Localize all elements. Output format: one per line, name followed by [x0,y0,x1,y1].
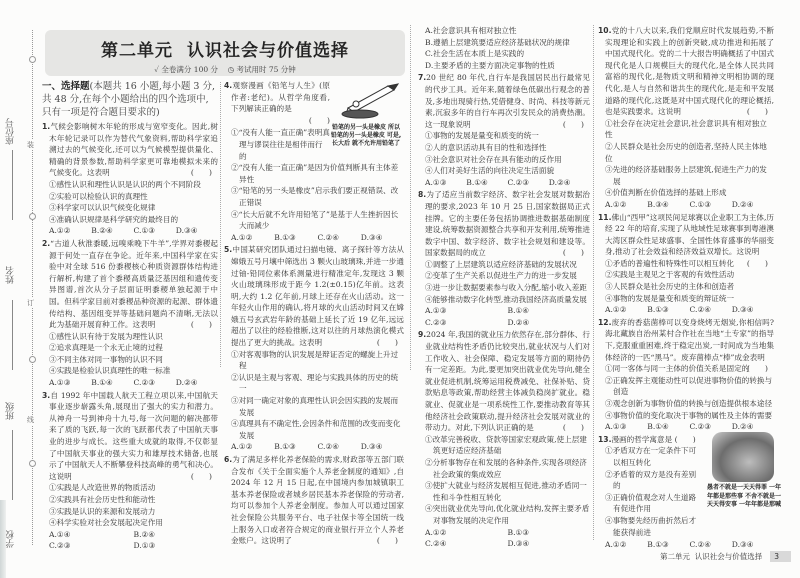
statement: ③不同主体对同一事物的认识不同 [49,354,163,364]
statement: ③使扩大就业与经济发展相互促进,推动矛盾同一性和斗争性相互转化 [425,481,587,502]
cut-circle-icon [29,56,36,63]
choice-c[interactable]: C.②③ [425,317,447,327]
choice-d[interactable]: D.②④ [175,378,198,388]
choice-b[interactable]: B.②④ [133,529,156,539]
section-instructions: (本题共 16 小题,每小题 3 分,共 48 分,在每个小题给出的四个选项中,只有一项是符合题目要求的) [42,81,215,118]
choice-row [418,177,590,189]
statement: ②实践是主观见之于客观的有效性活动 [605,270,735,280]
choice-d[interactable]: D.②④ [507,317,530,327]
question-stem: 观察漫画《铅笔与人生》(原作者:老纪)。从哲学角度看,下列解读正确的是 [231,81,330,114]
school-label: 学校 [6,530,16,548]
name-field[interactable] [12,300,13,370]
answer-blank[interactable]: ( ) [674,434,696,444]
seat-number-field[interactable] [12,150,13,220]
choice-d[interactable]: D.③④ [360,442,383,452]
choice-row [42,225,218,237]
exam-info [45,64,405,75]
sleeping-figure-cartoon [712,432,774,482]
statement: ②追求真理是一个永无止境的过程 [49,343,163,353]
question-9: 9.2024 年,我国的就业压力依然存在,部分群体、行业就业结构性矛盾仍比较突出,就业状况与人们对工作收入、社会保障、稳定发展等方面的期待仍有一定差距。为此,要更加突出就业优先导向,健全就业促进机制,统筹运用税费减免、社保补贴、贷款贴息等政策,帮助经营主体减负稳岗扩就业。稳就业、促就业是一项系统性工作,要推动教育等其他经济社会政策联动,提升经济社会发展对就业的带动力。对此,下列认识正确的是 ( ) ①改革完善税收、贷款等国家宏观政策,使上层建筑更好适应经济基础 ②分析事物存在和发展的各种条件,实现各项经济社会政策的集成效应 ③使扩大就业与经济发展相互促进,推动矛盾同一性和斗争性相互转化 ④突出就业优先导向,优化就业结构,发挥主要矛盾对事物发展的决定作用 A.①② B.①③ C.②④ D.③④ [418,330,590,549]
choice-row [598,304,774,316]
cut-char: 线 [27,416,34,424]
choice-row [598,539,774,551]
choice-b[interactable]: B.①④ [507,306,530,316]
choice-b[interactable]: B.①③ [274,442,296,452]
choice-grid [418,527,590,550]
choice-c[interactable]: C.①③ [689,199,712,209]
statement: ③“铅笔的另一头是橡皮”启示我们要正视错误、改正错误 [231,186,399,207]
statement: ④“长大后就不允许用铅笔了”是基于人生挫折因长大而减少 [231,209,399,231]
statement: ②实践具有社会历史性和能动性 [49,495,156,504]
choice-b[interactable]: B.①④ [647,422,669,432]
choice-c[interactable]: C.②③ [49,541,71,551]
choice-b[interactable]: B.①③ [274,232,296,242]
statement: ③观念创新为事物价值的转换与创造提供根本途径 [605,399,773,408]
question-12: 12.废弃的香菇菌棒可以变身烧烤无烟炭,你相信吗?海北藏族自治州某村合作社在当地“土专家”的指导下,克服重重困难,终于稳定出炭,一时间成为当地集体经济的一匹“黑马”。废弃菌棒点“棒”成金表明 ( ) ①同一客体与同一主体的价值关系是固定的 ②正确发挥主观能动性可以促进事物价值的转换与创造 ③观念创新为事物价值的转换与创造提供根本途径 ④事物价值的变化取决于事物的属性及主体的需要 A.①③ B.①④ C.②③ D.②④ [598,317,774,432]
question-stem: 气候会影响树木年轮的形成与宽窄变化。因此,树木年轮记录可以作为替代气象资料,帮助科学家追溯过去的气候变化,还可以为气候模型提供量化、精确的背景参数,帮助科学家更可靠地模拟未来的气候变化。这表明 [49,122,218,178]
unit-number: 第二单元 [101,41,173,61]
question-10: 10.党的十八大以来,我们党顺应时代发展趋势,不断实现理论和实践上的创新突破,成功推进和拓展了中国式现代化。党的二十大报告明确概括了中国式现代化是人口规模巨大的现代化,是全体人民共同富裕的现代化,是物质文明和精神文明相协调的现代化,是人与自然和谐共生的现代化,是走和平发展道路的现代化,这既是对中国式现代化的理论概括,也是实践要求。这说明 ( ) ①社会存在决定社会意识,社会意识具有相对独立性 ②人民群众是社会历史的创造者,坚持人民主体地位 ③先进的经济基础服务上层建筑,促进生产力的发展 ④价值判断在价值选择的基础上形成 A.①② B.③④ C.①③ D.②④ [598,26,774,209]
answer-blank[interactable]: ( ) [746,258,768,268]
choice-a[interactable]: A.①③ [425,177,447,187]
footer-unit: 第二单元 [660,552,690,561]
cut-circle-icon [29,213,36,220]
choice-b[interactable]: B.①④ [91,378,113,388]
statement: ②人民群众是社会历史的创造者,坚持人民主体地位 [605,141,767,163]
statement: ④事物价值的变化取决于事物的属性及主体的需要 [605,410,773,420]
choice-b[interactable]: B.①③ [507,527,530,537]
question-8: 8.为了适应当前数字经济、数字社会发展对数据治理的要求,2023 年 10 月 25 日,国家数据局正式挂牌。它的主要任务包括协调推进数据基础制度建设,统筹数据资源整合共享和开发利用,统筹推进数字中国、数字经济、数字社会规划和建设等。国家数据局的成立 ( ) ①调整了上层建筑以适应经济基础的发展状况 ②变革了生产关系以促进生产力的进一步发展 ③进一步让数据要素参与收入分配,缩小收入差距 ④能够推动数字化转型,推动我国经济高质量发展 A.①③ B.①④ C.②③ D.②④ [418,190,590,327]
choice-d[interactable]: D.②④ [731,199,754,209]
choice-row [224,232,404,244]
answer-blank[interactable]: ( ) [562,119,584,129]
class-field[interactable] [12,430,13,500]
full-score: 全卷满分 100 分 [161,65,219,74]
question-2: 2.“古道人秋淮黍暖,远嗅乘晚下牛羊”,学界对黍稷起源于何处一直存在争论。近年来,中国科学家在实验中对全球 516 份黍稷核心种质资源群体结构进行解析,构建了首个黍稷高质量泛基因组和遗传变异图谱,首次从分子层面证明黍稷单独起源于中国。但科学家目前对黍稷品种资源的起源、群体遗传结构、基因组变异等基础问题尚不清晰,无法以此为基础开展育种工作。这表明 ( ) ①感性认识有待于发展为理性认识 ②追求真理是一个永无止境的过程 ③不同主体对同一事物的认识不同 ④实践是检验认识真理性的唯一标准 A.①③ B.①④ C.②③ D.②④ [42,238,218,388]
choice-grid [42,529,218,552]
question-6-options [418,25,590,71]
section-heading [42,80,218,119]
column-1 [42,80,218,553]
statement: ③先进的经济基础服务上层建筑,促进生产力的发展 [605,165,767,186]
statement: ③进一步让数据要素参与收入分配,缩小收入差距 [425,283,587,293]
statement: ①同一客体与同一主体的价值关系是固定的 [605,364,750,374]
page-footer [660,551,791,562]
question-5: 5.中国某研究团队通过扫描电镜、离子探针等方法从嫦娥五号月壤中筛选出 3 颗火山玻璃珠,并进一步通过铀-铅同位素体系测量进行精准定年,发现这 3 颗火山玻璃珠形成于距今 1.2(±0.15)亿年前。这表明,大约 1.2 亿年前,月球上还存在火山活动。这一年轻火山作用的确认,将月球的火山活动时间又在嫦娥五号玄武岩年龄的基础上延长了近 19 亿年,远远超出了以往的经验推断,这对以往的月球热演化模式提出了更大的挑战。这表明 ( ) ①对客观事物的认识发展是辩证否定的螺旋上升过程 ②认识是主观与客观、理论与实践具体的历史的统一 ③对同一确定对象的真理性认识会因实践的发展而发展 ④真理具有不确定性,会因条件和范围的改变而变化发展 A.①② B.①③ C.②④ D.③④ [224,245,404,452]
choice-b[interactable]: B.遵循上层建筑要适应经济基础状况的规律 [425,37,570,47]
cartoon-caption: 愚者不就是一天天得罪 一年年都是那些事 不舍不就是一天天得安事 一年年都是那喊 [706,484,782,508]
statement: ④事物要先经历曲折然后才能获得前进 [605,515,697,537]
question-stem: 为了满足多样化养老保险的需求,财政部等五部门联合发布《关于全面实施个人养老金制度的通知》,自 2024 年 12 月 15 日起,在中国境内参加城镇职工基本养老保险或者城乡居民基本养老保险的劳动者,均可以参加个人养老金制度。参加人可以通过国家社会保险公共服务平台、电子社保卡等全国统一线上服务入口或者符合规定的商业银行开立个人养老金账户。这说明了 [231,455,404,546]
statement: ③正确价值观念对人生道路有促进作用 [605,492,697,514]
choice-c[interactable]: C.②③ [689,422,712,432]
choice-c[interactable]: C.②④ [425,539,447,549]
cut-line [32,30,33,545]
statement: ①感性认识和理性认识是认识的两个不同阶段 [49,179,201,189]
name-label: 姓名 [6,266,16,284]
statement: ①社会存在决定社会意识,社会意识具有相对独立性 [605,118,767,140]
column-2 [224,80,404,548]
choice-d[interactable]: D.③④ [507,539,530,549]
seat-number-label: 座位号 [6,118,16,145]
statement: ②矛盾着的双方是没有差别的 [605,469,697,491]
statement: ④事物的发展是量变和质变的辩证统一 [605,293,735,303]
statement: ②“没有人能一直正确”是因为价值判断具有主体差异性 [231,163,399,184]
choice-b[interactable]: B.①③ [647,305,669,315]
choice-d[interactable]: D.②④ [548,177,571,187]
statement: ③科学家可以认识气候变化规律 [49,203,156,213]
statement: ①感性认识有待于发展为理性认识 [49,331,163,341]
choice-d[interactable]: D.③④ [731,540,754,550]
choice-a[interactable]: A.①④ [49,529,71,539]
choice-a[interactable]: A.①② [231,232,253,242]
question-6: 6.为了满足多样化养老保险的需求,财政部等五部门联合发布《关于全面实施个人养老金制度的通知》,自 2024 年 12 月 15 日起,在中国境内参加城镇职工基本养老保险或者城乡居民基本养老保险的劳动者,均可以参加个人养老金制度。参加人可以通过国家社会保险公共服务平台、电子社保卡等全国统一线上服务入口或者符合规定的商业银行开立个人养老金账户。这说明了 ( ) [224,455,404,546]
choice-d[interactable]: D.主要矛盾的主要方面决定事物的性质 [425,60,555,70]
answer-blank[interactable]: ( ) [376,338,398,348]
choice-b[interactable]: B.①③ [647,540,669,550]
question-stem: 废弃的香菇菌棒可以变身烧烤无烟炭,你相信吗?海北藏族自治州某村合作社在当地“土专家”的指导下,克服重重困难,终于稳定出炭,一时间成为当地集体经济的一匹“黑马”。废弃菌棒点“棒”成金表明 [605,317,774,362]
column-divider [593,25,594,540]
choice-d[interactable]: D.③④ [360,232,383,242]
section-title: 一、选择题 [42,81,90,92]
answer-blank[interactable]: ( ) [746,364,768,374]
choice-d[interactable]: D.③④ [731,305,754,315]
statement: ④突出就业优先导向,优化就业结构,发挥主要矛盾对事物发展的决定作用 [425,504,590,525]
choice-d[interactable]: D.②④ [731,422,754,432]
choice-b[interactable]: B.③④ [647,199,669,209]
choice-row [224,441,404,453]
choice-row [42,377,218,389]
choice-c[interactable]: C.②③ [507,177,530,187]
clock-icon: ◷ [227,65,235,74]
question-stem: 为了适应当前数字经济、数字社会发展对数据治理的要求,2023 年 10 月 25 日,国家数据局正式挂牌。它的主要任务包括协调推进数据基础制度建设,统筹数据资源整合共享和开发利用,统筹推进数字中国、数字经济、数字社会规划和建设等。国家数据局的成立 [425,190,590,258]
question-3: 3.自 1992 年中国载人航天工程立项以来,中国航天事业逐步崭露头角,展现出了强大的实力和潜力。从神舟一号到神舟十九号,每一次问题的解决都带来了质的飞跃,每一次的飞跃都代表了中国航天事业的进步与成长。这些重大成就的取得,不仅彰显了中国航天事业的强大实力和雄厚技术储备,也展示了中国航天人不断攀登科技高峰的勇气和决心。这说明 ( ) ①实践是人改造世界的物质活动 ②实践具有社会历史性和能动性 ③实践是认识的来源和发展动力 ④科学实验对社会发展起决定作用 A.①④ B.②④ C.②③ D.①③ [42,390,218,551]
choice-grid [418,305,590,328]
cut-char: 订 [27,299,34,307]
choice-c[interactable]: C.②④ [689,305,712,315]
question-stem: 2024 年,我国的就业压力依然存在,部分群体、行业就业结构性矛盾仍比较突出,就业状况与人们对工作收入、社会保障、稳定发展等方面的期待仍有一定差距。为此,要更加突出就业优先导向,健全就业促进机制,统筹运用税费减免、社保补贴、贷款贴息等政策,帮助经营主体减负稳岗扩就业。稳就业、促就业是一项系统性工作,要推动教育等其他经济社会政策联动,提升经济社会发展对就业的带动力。对此,下列认识正确的是 [425,330,590,433]
page-edge [0,500,6,578]
statement: ③实践是认识的来源和发展动力 [49,506,156,516]
statement: ②人的意识活动具有目的性和选择性 [425,142,547,152]
statement: ④能够推动数字化转型,推动我国经济高质量发展 [425,294,587,304]
answer-blank[interactable]: ( ) [376,536,398,546]
class-label: 班级 [6,402,16,420]
question-7: 7.20 世纪 80 年代,自行车是我国居民出行最常见的代步工具。近年来,随着绿色低碳出行观念的普及,多地出现骑行热,凭借健身、时尚、科技等新元素,沉寂多年的自行车再次引发民众的消费热潮。这一现象说明 ( ) ①事物的发展是量变和质变的统一 ②人的意识活动具有目的性和选择性 ③社会意识对社会存在具有能动的反作用 ④人们对美好生活的向往决定生活面貌 A.①③ B.①④ C.②③ D.②④ [418,73,590,187]
statement: ④真理具有不确定性,会因条件和范围的改变而变化发展 [231,419,401,440]
binding-margin [0,30,34,578]
choice-b[interactable]: B.①④ [466,177,488,187]
choice-a[interactable]: A.①② [49,226,71,236]
statement: ①对客观事物的认识发展是辩证否定的螺旋上升过程 [231,349,399,371]
choice-a[interactable]: A.社会意识具有相对独立性 [425,26,517,35]
question-stem: “古道人秋淮黍暖,远嗅乘晚下牛羊”,学界对黍稷起源于何处一直存在争论。近年来,中国科学家在实验中对全球 516 份黍稷核心种质资源群体结构进行解析,构建了首个黍稷高质量泛基因组和遗传变异图谱,首次从分子层面证明黍稷单独起源于中国。但科学家目前对黍稷品种资源的起源、群体遗传结构、基因组变异等基础问题尚不清晰,无法以此为基础开展育种工作。这表明 [49,238,218,330]
question-stem: 佛山“西甲”这项民间足球赛以企业职工为主体,历经 22 年的培育,实现了从地域性足球赛事到粤港澳大湾区群众性足球盛事、全国性体育盛事的华丽变身,推动了社会效益和经济效益双增长。这说明 [605,212,774,257]
choice-a[interactable]: A.①③ [605,422,627,432]
choice-a[interactable]: A.①② [605,199,627,209]
statement: ④人们对美好生活的向往决定生活面貌 [425,166,555,176]
footer-title: 认识社会与价值选择 [694,552,763,561]
answer-blank[interactable]: ( ) [562,423,584,433]
cut-circle-icon [29,356,36,363]
statement: ①“没有人能一直正确”表明真理与谬误往往是相伴而行的 [231,128,330,161]
choice-a[interactable]: A.①② [231,442,253,452]
page-title [45,36,405,61]
statement: ②认识是主观与客观、理论与实践具体的历史的统一 [231,372,399,394]
statement: ③社会意识对社会存在具有能动的反作用 [425,154,562,164]
page-number: 3 [770,551,791,562]
statement: ②实验可以检验认识的真理性 [49,191,148,201]
statement: ③人民群众是社会历史的主体和创造者 [605,282,735,292]
statement: ①事物的发展是量变和质变的统一 [425,131,539,141]
cartoon-caption: 铅笔的另一头是橡皮 所以铅笔的另一头是橡皮 可是,长大后 就不允许用铅笔了 [330,124,402,147]
choice-row [598,199,774,211]
choice-a[interactable]: A.①③ [49,378,71,388]
question-4: 4.观察漫画《铅笔与人生》(原作者:老纪)。从哲学角度看,下列解读正确的是 ( ) [224,81,330,125]
answer-blank[interactable]: ( ) [746,107,768,117]
statement: ①改革完善税收、贷款等国家宏观政策,使上层建筑更好适应经济基础 [425,434,587,456]
cut-char: 装 [27,141,34,149]
statement: ①矛盾的普遍性和特殊性可以相互转化 [605,258,735,268]
question-stem: 自 1992 年中国载人航天工程立项以来,中国航天事业逐步崭露头角,展现出了强大的实力和潜力。从神舟一号到神舟十九号,每一次问题的解决都带来了质的飞跃,每一次的飞跃都代表了中国航天事业的进步与成长。这些重大成就的取得,不仅彰显了中国航天事业的强大实力和雄厚技术储备,也展示了中国航天人不断攀登科技高峰的勇气和决心。这说明 [49,390,218,481]
statement: ①实践是人改造世界的物质活动 [49,483,156,493]
statement: ④准确认识规律是科学研究的最终目的 [49,214,179,224]
choice-c[interactable]: C.①③ [133,226,156,236]
choice-c[interactable]: C.②③ [133,378,156,388]
statement: ④实践是检验认识真理性的唯一标准 [49,366,171,376]
choice-c[interactable]: C.②④ [317,232,340,242]
statement: ②正确发挥主观能动性可以促进事物价值的转换与创造 [605,375,773,397]
question-stem: 20 世纪 80 年代,自行车是我国居民出行最常见的代步工具。近年来,随着绿色低碳出行观念的普及,多地出现骑行热,凭借健身、时尚、科技等新元素,沉寂多年的自行车再次引发民众的消费热潮。这一现象说明 [425,73,590,129]
choice-a[interactable]: A.①③ [425,306,447,316]
question-stem: 党的十八大以来,我们党顺应时代发展趋势,不断实现理论和实践上的创新突破,成功推进和拓展了中国式现代化。党的二十大报告明确概括了中国式现代化是人口规模巨大的现代化,是全体人民共同富裕的现代化,是物质文明和精神文明相协调的现代化,是人与自然和谐共生的现代化,是走和平发展道路的现代化,这既是对中国式现代化的理论概括,也是实践要求。这说明 [605,26,774,117]
choice-a[interactable]: A.①② [605,540,627,550]
choice-d[interactable]: D.①③ [133,541,156,551]
statement: ①调整了上层建筑以适应经济基础的发展状况 [425,259,577,269]
statement: ③对同一确定对象的真理性认识会因实践的发展而发展 [231,396,399,417]
statement: ②变革了生产关系以促进生产力的进一步发展 [425,271,577,281]
cut-circle-icon [29,460,36,467]
choice-b[interactable]: B.②④ [91,226,113,236]
choice-c[interactable]: C.②④ [317,442,340,452]
choice-c[interactable]: C.②④ [689,540,712,550]
exam-time: 考试用时 75 分钟 [236,65,296,74]
question-1: 1.气候会影响树木年轮的形成与宽窄变化。因此,树木年轮记录可以作为替代气象资料,帮助科学家追溯过去的气候变化,还可以为气候模型提供量化、精确的背景参数,帮助科学家更可靠地模拟未来的气候变化。这表明 ( ) ①感性认识和理性认识是认识的两个不同阶段 ②实验可以检验认识的真理性 ③科学家可以认识气候变化规律 ④准确认识规律是科学研究的最终目的 A.①② B.②④ C.①③ D.③④ [42,122,218,236]
pencil-illustration-icon [330,80,402,120]
statement: ②分析事物存在和发展的各种条件,实现各项经济社会政策的集成效应 [425,457,587,479]
choice-d[interactable]: D.③④ [175,226,198,236]
column-divider [410,25,411,370]
question-stem: 中国某研究团队通过扫描电镜、离子探针等方法从嫦娥五号月壤中筛选出 3 颗火山玻璃珠,并进一步通过铀-铅同位素体系测量进行精准定年,发现这 3 颗火山玻璃珠形成于距今 1.2(±0.15)亿年前。这表明,大约 1.2 亿年前,月球上还存在火山活动。这一年轻火山作用的确认,将月球的火山活动时间又在嫦娥五号玄武岩年龄的基础上延长了近 19 亿年,远远超出了以往的经验推断,这对以往的月球热演化模式提出了更大的挑战。这表明 [231,245,404,348]
pencil-cartoon [330,80,402,150]
question-stem: 漫画的哲学寓意是 [611,434,673,444]
answer-blank[interactable]: ( ) [190,320,212,330]
column-3 [418,25,590,551]
unit-header [45,30,405,76]
answer-blank[interactable]: ( ) [562,248,584,258]
answer-blank[interactable]: ( ) [190,168,212,178]
choice-a[interactable]: A.①② [425,527,447,537]
question-13: 13.漫画的哲学寓意是 ( ) ①矛盾双方在一定条件下可以相互转化 ②矛盾着的双方是没有差别的 ③正确价值观念对人生道路有促进作用 ④事物要先经历曲折然后才能获得前进 [598,434,774,538]
statement: ④价值判断在价值选择的基础上形成 [605,188,727,198]
check-icon: ✓ [154,65,160,74]
question-11: 11.佛山“西甲”这项民间足球赛以企业职工为主体,历经 22 年的培育,实现了从地域性足球赛事到粤港澳大湾区群众性足球盛事、全国性体育盛事的华丽变身,推动了社会效益和经济效益双增长。这说明 ( ) ①矛盾的普遍性和特殊性可以相互转化 ②实践是主观见之于客观的有效性活动 ③人民群众是社会历史的主体和创造者 ④事物的发展是量变和质变的辩证统一 A.①② B.①③ C.②④ D.③④ [598,212,774,315]
choice-c[interactable]: C.社会生活在本质上是实践的 [425,49,525,59]
statement: ④科学实验对社会发展起决定作用 [49,518,163,528]
answer-blank[interactable]: ( ) [308,115,330,125]
unit-title: 认识社会与价值选择 [187,41,349,61]
choice-a[interactable]: A.①② [605,305,627,315]
answer-blank[interactable]: ( ) [190,471,212,481]
column-divider [220,82,221,367]
statement: ①矛盾双方在一定条件下可以相互转化 [605,446,697,467]
